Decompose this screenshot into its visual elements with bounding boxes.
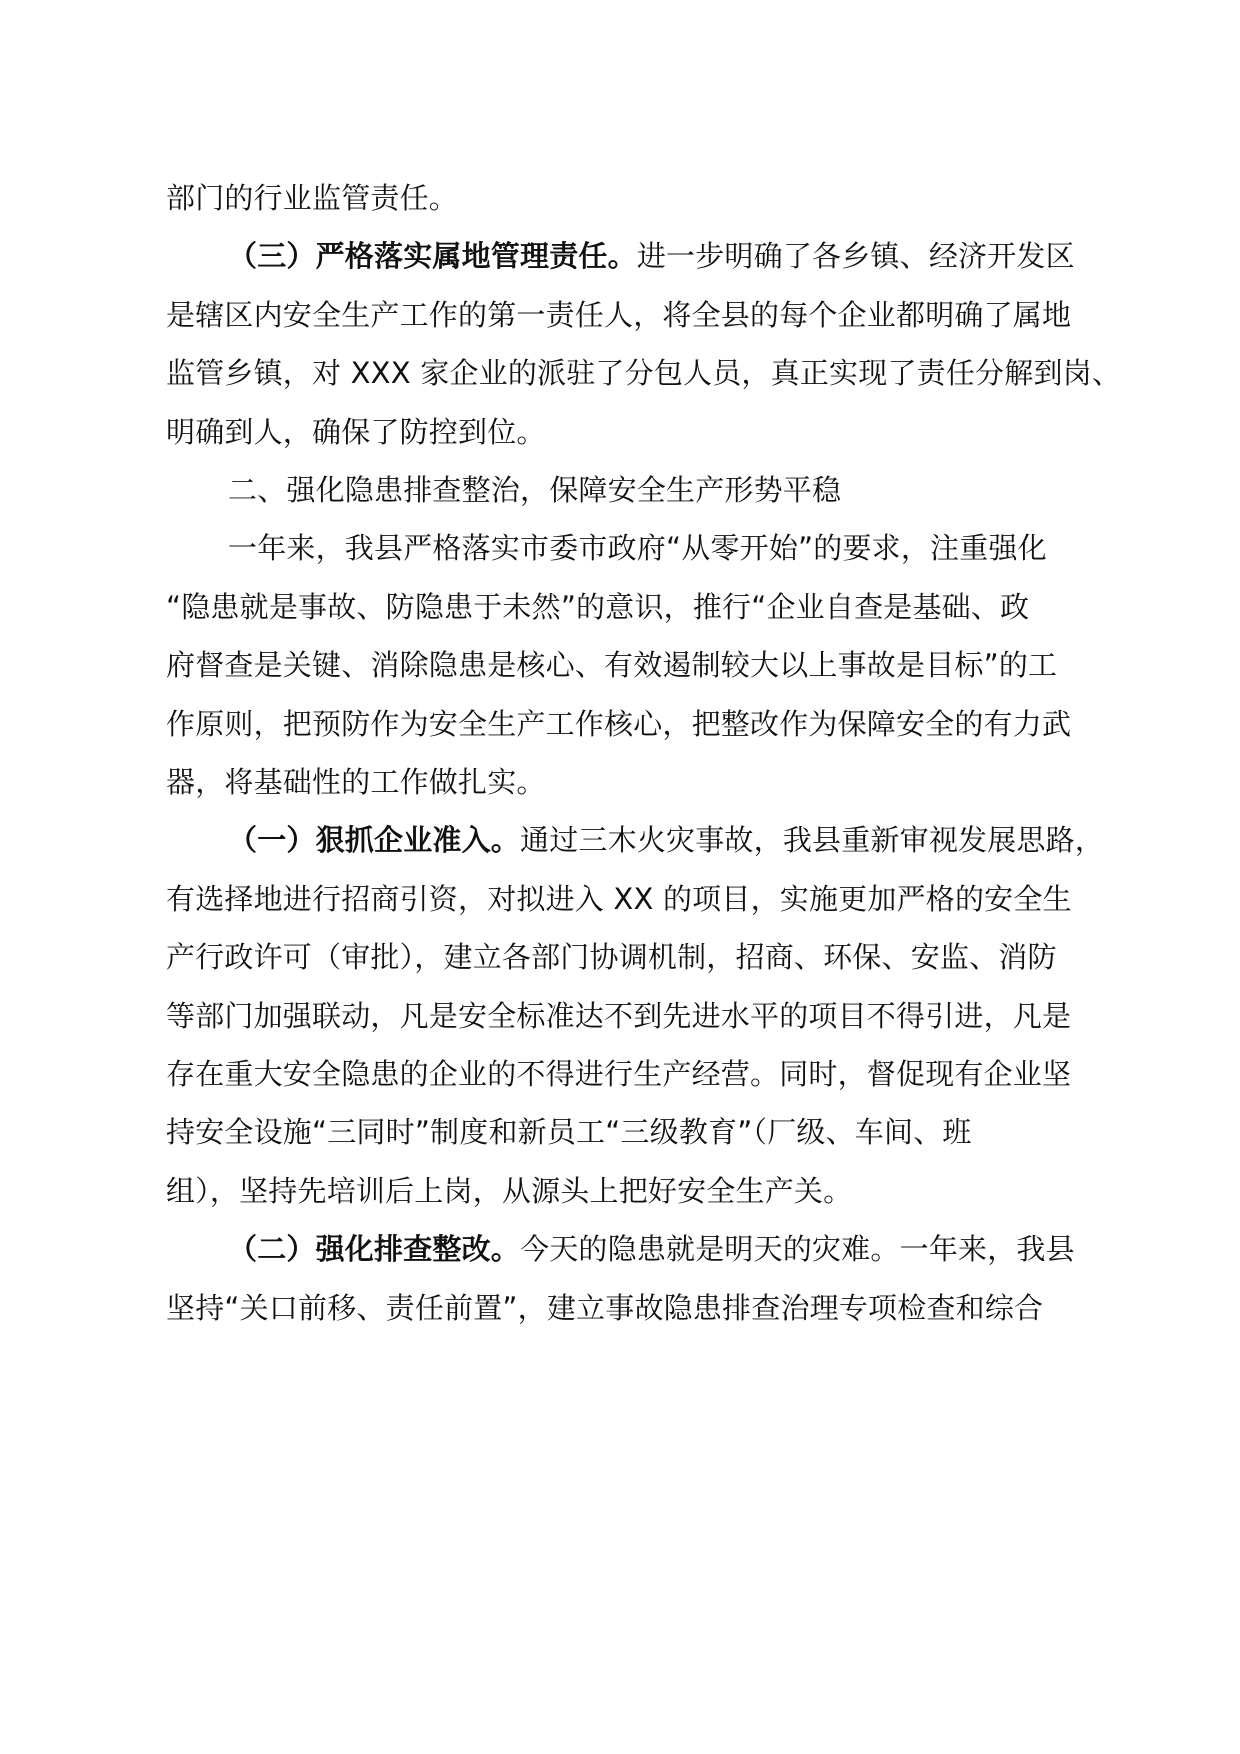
paragraph-line [166, 283, 1071, 347]
body-text: 府督查是关键、消除隐患是核心、有效遏制较大以上事故是目标”的工 [166, 648, 1058, 682]
paragraph-line [166, 984, 1071, 1048]
paragraph-line [166, 867, 1072, 931]
body-text: 进一步明确了各乡镇、经济开发区 [636, 239, 1075, 273]
body-text: 产行政许可（审批），建立各部门协调机制，招商、环保、安监、消防 [166, 940, 1057, 974]
paragraph-line [166, 1159, 852, 1223]
body-text: 今天的隐患就是明天的灾难。一年来，我县 [520, 1232, 1075, 1266]
body-text: 明确到人，确保了防控到位。 [166, 415, 546, 449]
paragraph-first-line [228, 1217, 1075, 1281]
section-heading: （三）严格落实属地管理责任。 [228, 239, 637, 273]
paragraph-line [166, 341, 1121, 405]
body-text: 器，将基础性的工作做扎实。 [166, 765, 546, 799]
body-text: 是辖区内安全生产工作的第一责任人，将全县的每个企业都明确了属地 [166, 298, 1072, 332]
body-text: 坚持“关口前移、责任前置”，建立事故隐患排查治理专项检查和综合 [166, 1291, 1044, 1325]
body-text: 通过三木火灾事故，我县重新审视发展思路， [520, 823, 1105, 857]
paragraph-first-line [228, 516, 1047, 580]
paragraph-first-line [228, 808, 1104, 872]
paragraph-line [166, 750, 546, 814]
body-text: “隐患就是事故、防隐患于未然”的意识，推行“企业自查是基础、政 [166, 590, 1030, 624]
paragraph-line [166, 925, 1057, 989]
paragraph-line [166, 400, 546, 464]
section-heading: （二）强化排查整改。 [228, 1232, 521, 1266]
body-text: 持安全设施“三同时”制度和新员工“三级教育”（厂级、车间、班 [166, 1115, 972, 1149]
paragraph-first-line [228, 458, 841, 522]
paragraph-line [166, 575, 1029, 639]
paragraph-line [166, 1276, 1043, 1340]
body-text: 组），坚持先培训后上岗，从源头上把好安全生产关。 [166, 1174, 853, 1208]
paragraph-first-line [228, 224, 1075, 288]
paragraph-line [166, 1100, 972, 1164]
paragraph-line [166, 166, 458, 230]
body-text: 等部门加强联动，凡是安全标准达不到先进水平的项目不得引进，凡是 [166, 999, 1072, 1033]
paragraph-line [166, 633, 1057, 697]
body-text: 部门的行业监管责任。 [166, 181, 459, 215]
section-heading: （一）狠抓企业准入。 [228, 823, 521, 857]
body-text: 一年来，我县严格落实市委市政府“从零开始”的要求，注重强化 [228, 531, 1047, 565]
body-text: 有选择地进行招商引资，对拟进入 XX 的项目，实施更加严格的安全生 [166, 882, 1072, 916]
paragraph-line [166, 1042, 1071, 1106]
body-text: 监管乡镇，对 XXX 家企业的派驻了分包人员，真正实现了责任分解到岗、 [166, 356, 1122, 390]
body-text: 二、强化隐患排查整治，保障安全生产形势平稳 [228, 473, 842, 507]
body-text: 存在重大安全隐患的企业的不得进行生产经营。同时，督促现有企业坚 [166, 1057, 1072, 1091]
body-text: 作原则，把预防作为安全生产工作核心，把整改作为保障安全的有力武 [166, 707, 1072, 741]
paragraph-line [166, 692, 1071, 756]
